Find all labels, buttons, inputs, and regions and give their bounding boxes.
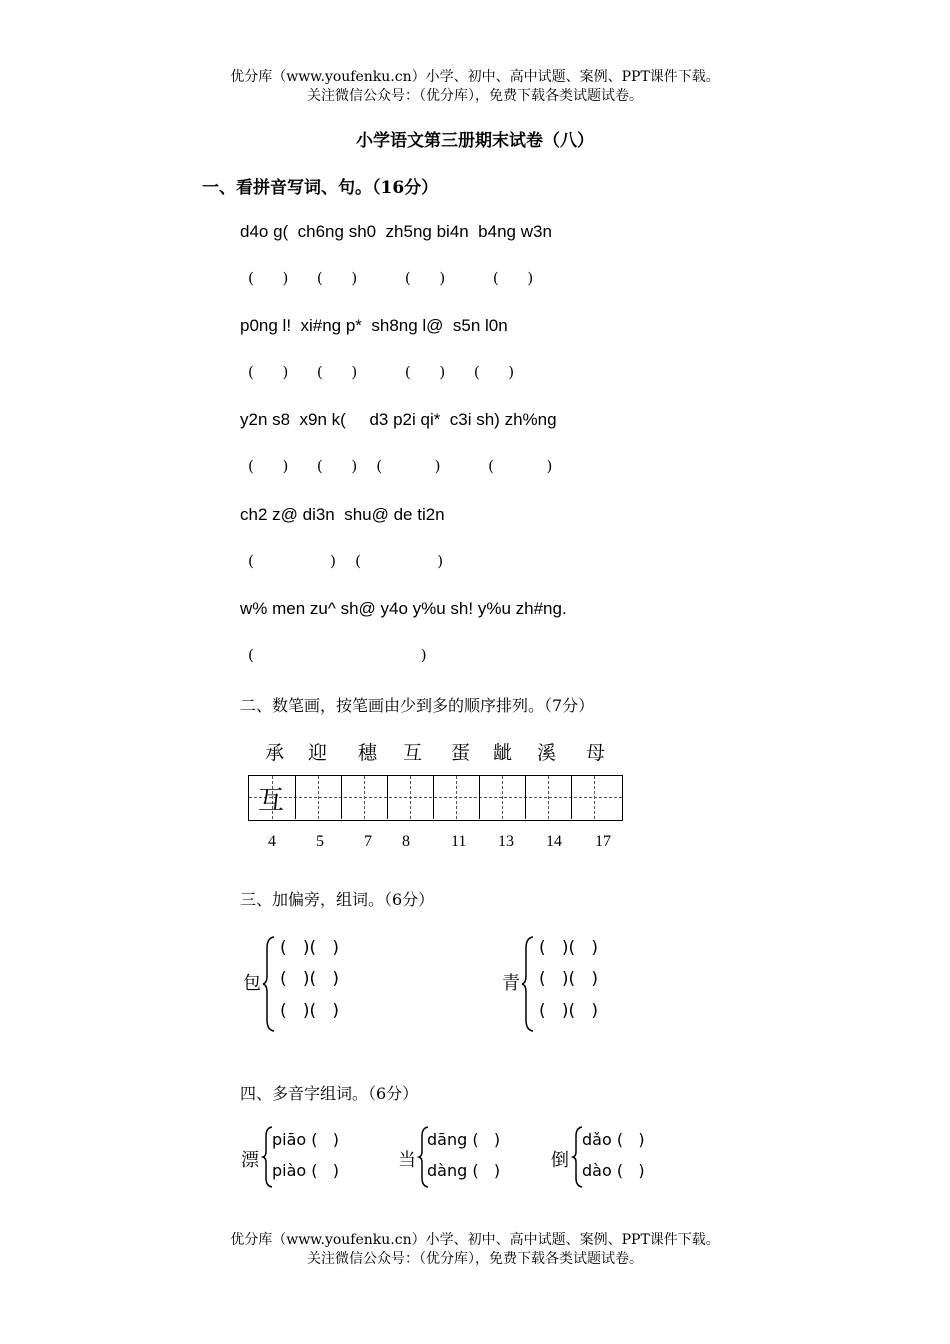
grid-midline xyxy=(249,797,622,798)
polyphone-dang-2: dàng ( ) xyxy=(427,1161,501,1180)
footer-line-2: 关注微信公众号：（优分库），免费下载各类试题试卷。 xyxy=(307,1251,643,1267)
grid-dash xyxy=(364,776,365,819)
radical-bao-line-3: ( )( ) xyxy=(280,1001,339,1021)
polyphone-piao-1: piāo ( ) xyxy=(272,1130,340,1149)
section-4-heading: 四、多音字组词。（6分） xyxy=(240,1084,419,1103)
grid-cell-divider xyxy=(571,776,572,819)
stroke-num-2: 5 xyxy=(316,833,324,850)
grid-dash xyxy=(548,776,549,819)
section-3-heading: 三、加偏旁，组词。（6分） xyxy=(240,890,435,909)
grid-cell-divider xyxy=(525,776,526,819)
stroke-num-6: 13 xyxy=(498,833,514,850)
grid-dash xyxy=(318,776,319,819)
header-line-1: 优分库（www.youfenku.cn）小学、初中、高中试题、案例、PPT课件下载。 xyxy=(230,69,720,85)
pinyin-row-5: w% men zu^ sh@ y4o y%u sh! y%u zh#ng. xyxy=(240,599,567,618)
pinyin-row-1: d4o g( ch6ng sh0 zh5ng bi4n b4ng w3n xyxy=(240,222,552,241)
blank-row-3: ( ) ( ) ( ) ( ) xyxy=(248,457,553,475)
grid-first-char: 互 xyxy=(258,786,285,816)
polyphone-piao-2: piào ( ) xyxy=(272,1161,340,1180)
stroke-char-4: 互 xyxy=(403,742,423,764)
grid-dash xyxy=(502,776,503,819)
polyphone-char-dao: 倒 xyxy=(551,1150,569,1171)
stroke-num-7: 14 xyxy=(546,833,562,850)
radical-bao-line-2: ( )( ) xyxy=(280,969,339,989)
grid-dash xyxy=(456,776,457,819)
header-line-2: 关注微信公众号：（优分库），免费下载各类试题试卷。 xyxy=(307,88,643,104)
radical-qing-line-2: ( )( ) xyxy=(539,969,598,989)
radical-char-bao: 包 xyxy=(243,973,261,994)
stroke-char-6: 龇 xyxy=(493,742,513,764)
pinyin-row-3: y2n s8 x9n k( d3 p2i qi* c3i sh) zh%ng xyxy=(240,410,557,429)
stroke-num-4: 8 xyxy=(402,833,410,850)
grid-dash xyxy=(594,776,595,819)
section-1-heading: 一、看拼音写词、句。（16分） xyxy=(202,178,439,198)
pinyin-row-2: p0ng l! xi#ng p* sh8ng l@ s5n l0n xyxy=(240,316,508,335)
stroke-char-3: 穗 xyxy=(358,742,378,764)
polyphone-char-piao: 漂 xyxy=(241,1150,259,1171)
radical-qing-line-1: ( )( ) xyxy=(539,938,598,958)
stroke-char-7: 溪 xyxy=(537,742,557,764)
stroke-char-5: 蛋 xyxy=(451,742,471,764)
radical-char-qing: 青 xyxy=(502,973,520,994)
polyphone-dang-1: dāng ( ) xyxy=(427,1130,501,1149)
grid-cell-divider xyxy=(387,776,388,819)
stroke-order-grid xyxy=(248,775,623,821)
polyphone-dao-2: dào ( ) xyxy=(582,1161,645,1180)
page-title: 小学语文第三册期末试卷（八） xyxy=(356,131,594,151)
radical-bao-line-1: ( )( ) xyxy=(280,938,339,958)
grid-cell-divider xyxy=(433,776,434,819)
section-2-heading: 二、数笔画，按笔画由少到多的顺序排列。（7分） xyxy=(240,696,595,715)
grid-cell-divider xyxy=(479,776,480,819)
grid-dash xyxy=(410,776,411,819)
blank-row-5: ( ) xyxy=(248,646,427,664)
polyphone-dao-1: dǎo ( ) xyxy=(582,1130,645,1149)
grid-cell-divider xyxy=(295,776,296,819)
polyphone-char-dang: 当 xyxy=(398,1150,416,1171)
brace-qing-icon xyxy=(521,936,535,1032)
grid-cell-divider xyxy=(341,776,342,819)
stroke-char-2: 迎 xyxy=(308,742,328,764)
blank-row-2: ( ) ( ) ( ) ( ) xyxy=(248,363,515,381)
blank-row-4: ( ) ( ) xyxy=(248,552,444,570)
stroke-num-8: 17 xyxy=(595,833,611,850)
stroke-num-5: 11 xyxy=(451,833,467,850)
stroke-char-1: 承 xyxy=(265,742,285,764)
stroke-num-3: 7 xyxy=(364,833,372,850)
footer-line-1: 优分库（www.youfenku.cn）小学、初中、高中试题、案例、PPT课件下载。 xyxy=(230,1232,720,1248)
brace-bao-icon xyxy=(262,936,276,1032)
radical-qing-line-3: ( )( ) xyxy=(539,1001,598,1021)
stroke-num-1: 4 xyxy=(268,833,276,850)
pinyin-row-4: ch2 z@ di3n shu@ de ti2n xyxy=(240,505,445,524)
stroke-char-8: 母 xyxy=(586,742,606,764)
blank-row-1: ( ) ( ) ( ) ( ) xyxy=(248,269,534,287)
